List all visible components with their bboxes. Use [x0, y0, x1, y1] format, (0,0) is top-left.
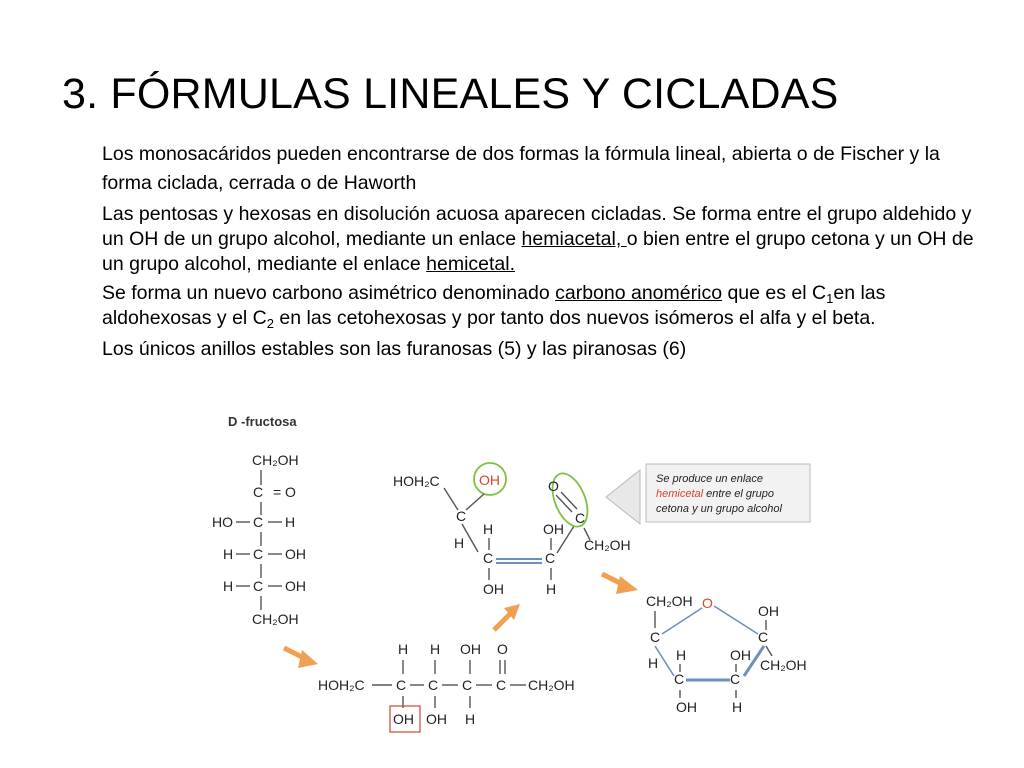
svg-text:O: O — [702, 595, 713, 611]
svg-text:H: H — [648, 655, 659, 671]
paragraph-3-text-a: Se forma un nuevo carbono asimétrico denominado — [102, 282, 556, 304]
svg-text:OH: OH — [483, 581, 504, 597]
bent-chain — [393, 463, 631, 597]
svg-text:C: C — [758, 629, 769, 645]
svg-text:C: C — [674, 671, 685, 687]
svg-text:HO: HO — [212, 514, 233, 530]
svg-text:CH₂OH: CH₂OH — [252, 611, 299, 627]
callout-line-3: cetona y un grupo alcohol — [656, 503, 782, 515]
svg-text:C: C — [483, 550, 494, 566]
hemiacetal-term: hemiacetal, — [521, 228, 627, 250]
svg-text:OH: OH — [479, 472, 500, 488]
svg-text:OH: OH — [676, 699, 697, 715]
svg-text:C: C — [456, 508, 467, 524]
hemicetal-term: hemicetal. — [426, 253, 516, 275]
svg-text:H: H — [285, 514, 296, 530]
fischer-projection — [212, 452, 306, 627]
svg-text:H: H — [676, 647, 687, 663]
svg-text:HOH₂C: HOH₂C — [393, 473, 440, 489]
svg-text:O: O — [285, 484, 296, 500]
paragraph-2-text-a: Las pentosas y hexosas en disolución acuosa aparecen cicladas. Se forma entre el grupo aldehido y un OH de un grupo alcohol, mediante un enlace — [102, 203, 972, 250]
svg-text:=: = — [273, 484, 282, 500]
svg-text:C: C — [496, 677, 507, 693]
svg-text:H: H — [430, 641, 441, 657]
svg-text:C: C — [253, 484, 264, 500]
svg-text:H: H — [483, 521, 494, 537]
svg-text:CH₂OH: CH₂OH — [760, 657, 807, 673]
svg-text:HOH₂C: HOH₂C — [318, 677, 365, 693]
svg-text:H: H — [398, 641, 409, 657]
figure-title: D -fructosa — [228, 414, 297, 429]
paragraph-4: Los únicos anillos estables son las furanosas (5) y las piranosas (6) — [102, 338, 687, 360]
svg-text:CH₂OH: CH₂OH — [528, 677, 575, 693]
paragraph-1: Los monosacáridos pueden encontrarse de dos formas la fórmula lineal, abierta o de Fischer y la forma ciclada, cerrada o de Haworth — [102, 143, 940, 194]
svg-text:H: H — [546, 581, 557, 597]
paragraph-3-text-b: que es el C — [722, 282, 827, 304]
svg-text:C: C — [545, 550, 556, 566]
hemicetal-callout — [606, 464, 810, 524]
arrow-2 — [494, 604, 520, 630]
svg-text:C: C — [396, 677, 407, 693]
svg-text:C: C — [650, 629, 661, 645]
svg-text:H: H — [223, 578, 234, 594]
svg-text:H: H — [454, 535, 465, 551]
callout-line-2 — [656, 488, 774, 500]
svg-text:O: O — [548, 478, 559, 494]
arrow-1 — [284, 648, 318, 668]
svg-text:OH: OH — [393, 711, 414, 727]
paragraph-3-text-c: en las aldohexosas y el C — [102, 282, 886, 329]
svg-text:C: C — [428, 677, 439, 693]
svg-text:CH₂OH: CH₂OH — [252, 452, 299, 468]
svg-text:CH₂OH: CH₂OH — [584, 537, 631, 553]
svg-text:H: H — [465, 711, 476, 727]
haworth-ring — [646, 593, 807, 715]
svg-text:C: C — [253, 578, 264, 594]
svg-text:C: C — [253, 514, 264, 530]
svg-text:OH: OH — [426, 711, 447, 727]
carbono-anomerico-term: carbono anomérico — [555, 282, 723, 304]
svg-text:OH: OH — [285, 578, 306, 594]
svg-text:OH: OH — [758, 603, 779, 619]
callout-highlight: hemicetal — [656, 488, 704, 500]
svg-text:C: C — [462, 677, 473, 693]
svg-text:OH: OH — [285, 546, 306, 562]
svg-text:C: C — [575, 510, 586, 526]
paragraph-3-text-d: en las cetohexosas y por tanto dos nuevos isómeros el alfa y el beta. — [274, 307, 876, 329]
subscript-1: 1 — [826, 291, 834, 306]
svg-text:H: H — [223, 546, 234, 562]
subscript-2: 2 — [266, 316, 274, 331]
arrow-3 — [602, 574, 638, 594]
svg-text:O: O — [497, 641, 508, 657]
paragraph-2-text-b: o bien entre el grupo cetona y un OH de un grupo alcohol, mediante el enlace — [102, 228, 974, 275]
svg-text:C: C — [730, 671, 741, 687]
svg-text:C: C — [253, 546, 264, 562]
svg-text:OH: OH — [543, 521, 564, 537]
svg-text:CH₂OH: CH₂OH — [646, 593, 693, 609]
svg-text:OH: OH — [460, 641, 481, 657]
callout-line-1: Se produce un enlace — [656, 473, 764, 485]
svg-text:OH: OH — [730, 647, 751, 663]
linear-chain — [318, 641, 575, 732]
callout-line-2-rest: entre el grupo — [703, 488, 775, 500]
slide-title: 3. FÓRMULAS LINEALES Y CICLADAS — [62, 70, 839, 118]
svg-text:H: H — [732, 699, 743, 715]
